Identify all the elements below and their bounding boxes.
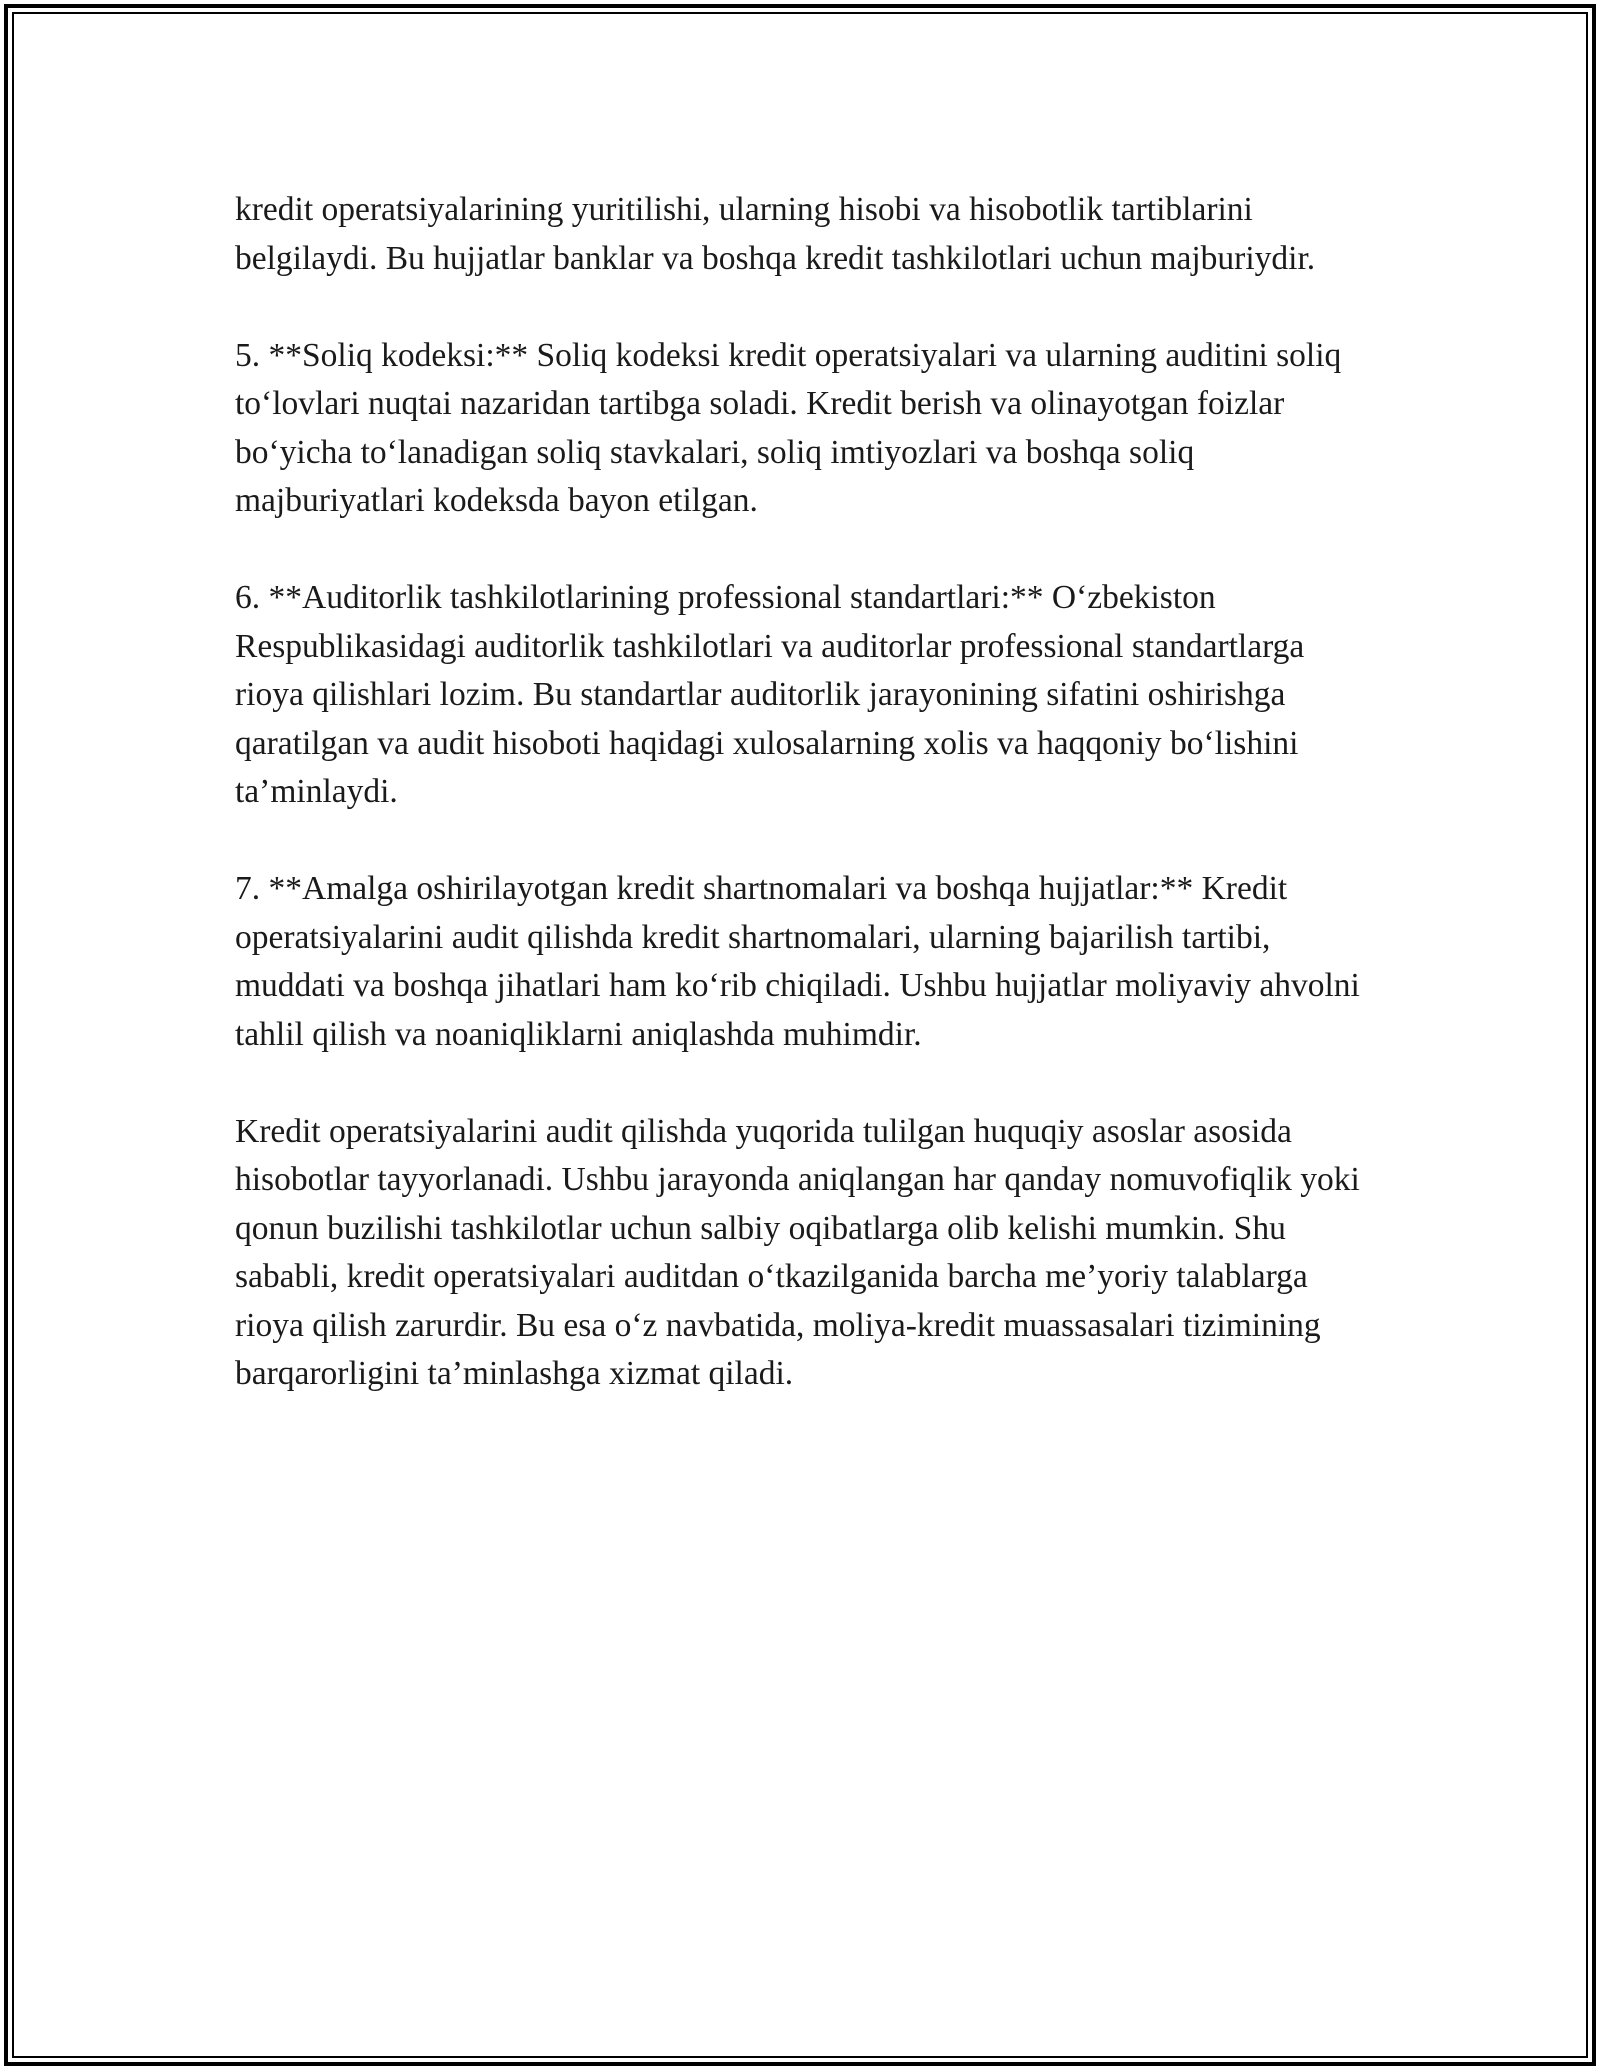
paragraph-conclusion: Kredit operatsiyalarini audit qilishda yuqorida tulilgan huquqiy asoslar asosida hisobotlar tayyorlanadi. Ushbu jarayonda aniqlangan har qanday nomuvofiqlik yoki qonun buzilishi tashkilotlar uchun salbiy oqibatlarga olib kelishi mumkin. Shu sababli, kredit operatsiyalari auditdan o‘tkazilganida barcha me’yoriy talablarga rioya qilish zarurdir. Bu esa o‘z navbatida, moliya-kredit muassasalari tizimining barqarorligini ta’minlashga xizmat qiladi. bbox=[235, 1112, 1360, 1392]
document-body bbox=[235, 186, 1375, 1399]
paragraph-item-5: 5. **Soliq kodeksi:** Soliq kodeksi kredit operatsiyalari va ularning auditini soliq to‘lovlari nuqtai nazaridan tartibga soladi. Kredit berish va olinayotgan foizlar bo‘yicha to‘lanadigan soliq stavkalari, soliq imtiyozlari va boshqa soliq majburiyatlari kodeksda bayon etilgan. bbox=[235, 336, 1342, 519]
paragraph-continuation: kredit operatsiyalarining yuritilishi, ularning hisobi va hisobotlik tartiblarini belgilaydi. Bu hujjatlar banklar va boshqa kredit tashkilotlari uchun majburiydir. bbox=[235, 191, 1316, 277]
paragraph-item-6: 6. **Auditorlik tashkilotlarining professional standartlari:** O‘zbekiston Respublikasidagi auditorlik tashkilotlari va auditorlar professional standartlarga rioya qilishlari lozim. Bu standartlar auditorlik jarayonining sifatini oshirishga qaratilgan va audit hisoboti haqidagi xulosalarning xolis va haqqoniy bo‘lishini ta’minlaydi. bbox=[235, 579, 1305, 810]
paragraph-item-7: 7. **Amalga oshirilayotgan kredit shartnomalari va boshqa hujjatlar:** Kredit operatsiyalarini audit qilishda kredit shartnomalari, ularning bajarilish tartibi, muddati va boshqa jihatlari ham ko‘rib chiqiladi. Ushbu hujjatlar moliyaviy ahvolni tahlil qilish va noaniqliklarni aniqlashda muhimdir. bbox=[235, 870, 1360, 1053]
